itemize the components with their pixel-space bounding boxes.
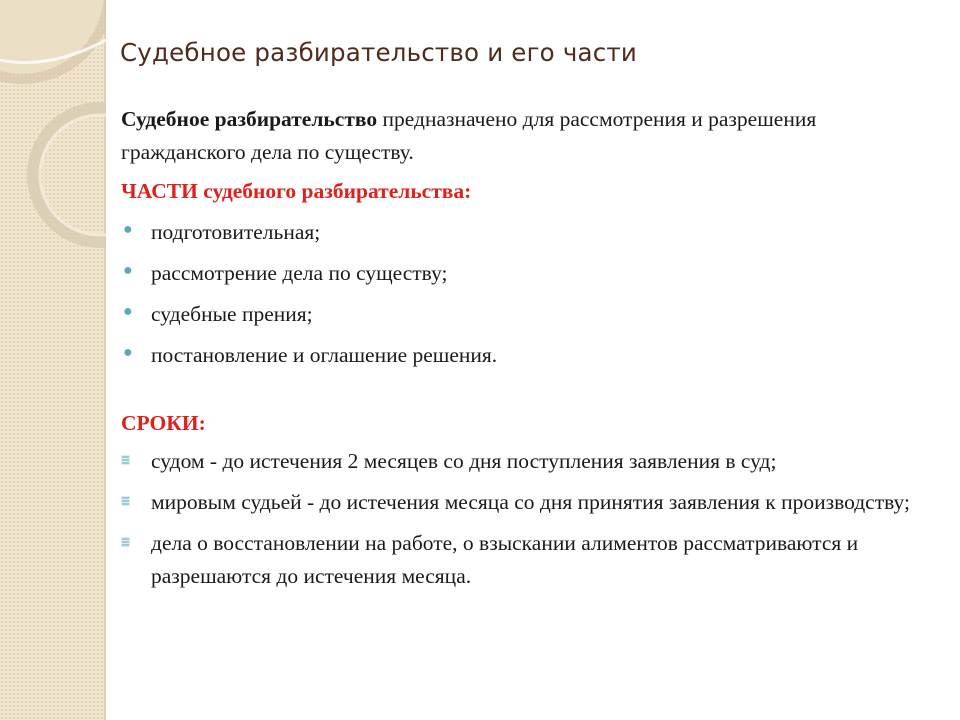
lines-bullet-icon: [121, 537, 130, 547]
list-item-text: рассмотрение дела по существу;: [151, 261, 448, 285]
lines-bullet-icon: [121, 455, 130, 465]
list-item-text: мировым судьей - до истечения месяца со дня принятия заявления к производству;: [151, 490, 910, 514]
list-item-text: подготовительная;: [151, 220, 321, 244]
list-item-text: судебные прения;: [151, 302, 313, 326]
terms-heading: СРОКИ:: [121, 411, 206, 435]
intro-paragraph: [121, 103, 933, 169]
list-item-text: постановление и оглашение решения.: [151, 343, 498, 367]
dot-bullet-icon: ●: [123, 344, 133, 361]
terms-list: [121, 445, 933, 593]
list-item-text: судом - до истечения 2 месяцев со дня поступления заявления в суд;: [151, 449, 777, 473]
slide-title: Судебное разбирательство и его части: [120, 38, 637, 67]
list-item: [121, 339, 933, 372]
intro-text: предназначено для рассмотрения и разрешения гражданского дела по существу.: [121, 107, 817, 164]
list-item: [121, 486, 933, 519]
parts-heading: ЧАСТИ судебного разбирательства:: [121, 179, 472, 203]
list-item: [121, 298, 933, 331]
dot-bullet-icon: ●: [123, 303, 133, 320]
dot-bullet-icon: ●: [123, 262, 133, 279]
list-item: [121, 527, 933, 593]
parts-list: [121, 216, 933, 372]
slide-content: [121, 103, 933, 601]
list-item: [121, 216, 933, 249]
list-item-text: дела о восстановлении на работе, о взыскании алиментов рассматриваются и разрешаются до истечения месяца.: [151, 531, 859, 588]
list-item: [121, 445, 933, 478]
lines-bullet-icon: [121, 496, 130, 506]
intro-bold-term: Судебное разбирательство: [121, 107, 378, 131]
dot-bullet-icon: ●: [123, 221, 133, 238]
list-item: [121, 257, 933, 290]
section-spacer: [121, 380, 933, 407]
